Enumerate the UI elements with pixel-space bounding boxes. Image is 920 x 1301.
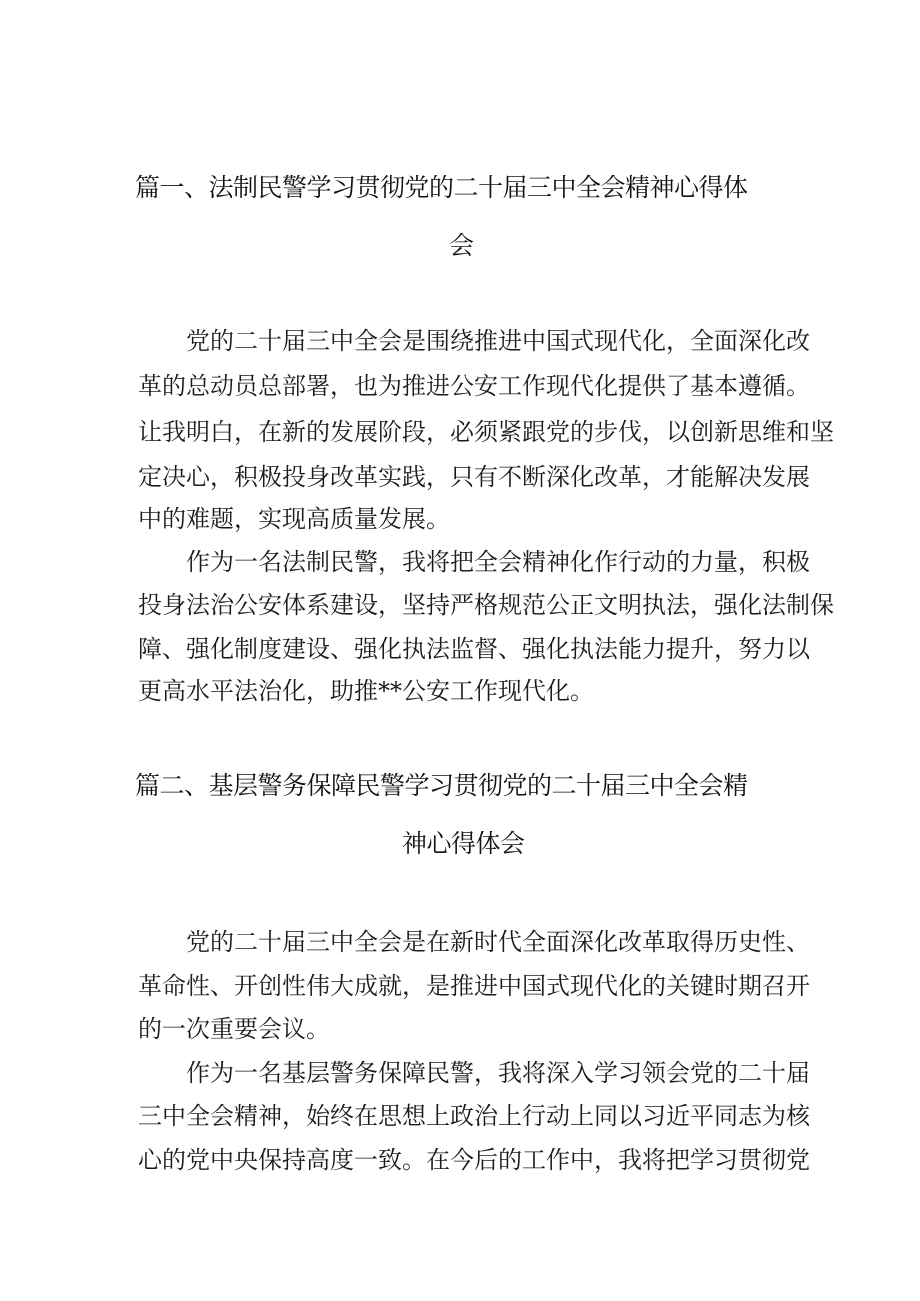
section-1-paragraph-1-line-2: 革的总动员总部署，也为推进公安工作现代化提供了基本遵循。 xyxy=(138,372,810,400)
section-2-paragraph-2-line-1: 作为一名基层警务保障民警，我将深入学习领会党的二十届 xyxy=(186,1059,810,1087)
section-1-paragraph-1-line-5: 中的难题，实现高质量发展。 xyxy=(138,505,450,533)
section-1-paragraph-1-line-3: 让我明白，在新的发展阶段，必须紧跟党的步伐，以创新思维和坚 xyxy=(138,418,834,446)
section-1-title-line-1: 篇一、法制民警学习贯彻党的二十届三中全会精神心得体 xyxy=(135,173,748,202)
section-1-paragraph-2-line-4: 更高水平法治化，助推**公安工作现代化。 xyxy=(138,677,594,705)
section-1-title-line-2: 会 xyxy=(449,231,474,260)
section-1-paragraph-2-line-3: 障、强化制度建设、强化执法监督、强化执法能力提升，努力以 xyxy=(138,635,810,663)
section-1-paragraph-2-line-1: 作为一名法制民警，我将把全会精神化作行动的力量，积极 xyxy=(186,548,810,576)
section-2-paragraph-1-line-3: 的一次重要会议。 xyxy=(138,1015,330,1043)
section-2-title-line-1: 篇二、基层警务保障民警学习贯彻党的二十届三中全会精 xyxy=(135,771,748,800)
section-1-paragraph-1-line-4: 定决心，积极投身改革实践，只有不断深化改革，才能解决发展 xyxy=(138,463,810,491)
section-2-paragraph-2-line-2: 三中全会精神，始终在思想上政治上行动上同以习近平同志为核 xyxy=(138,1102,810,1130)
section-1-paragraph-1-line-1: 党的二十届三中全会是围绕推进中国式现代化，全面深化改 xyxy=(186,327,810,355)
section-2-title-line-2: 神心得体会 xyxy=(402,829,525,858)
section-1-paragraph-2-line-2: 投身法治公安体系建设，坚持严格规范公正文明执法，强化法制保 xyxy=(138,591,834,619)
section-2-paragraph-2-line-3: 心的党中央保持高度一致。在今后的工作中，我将把学习贯彻党 xyxy=(138,1146,810,1174)
section-2-paragraph-1-line-1: 党的二十届三中全会是在新时代全面深化改革取得历史性、 xyxy=(186,928,810,956)
section-2-paragraph-1-line-2: 革命性、开创性伟大成就，是推进中国式现代化的关键时期召开 xyxy=(138,972,810,1000)
